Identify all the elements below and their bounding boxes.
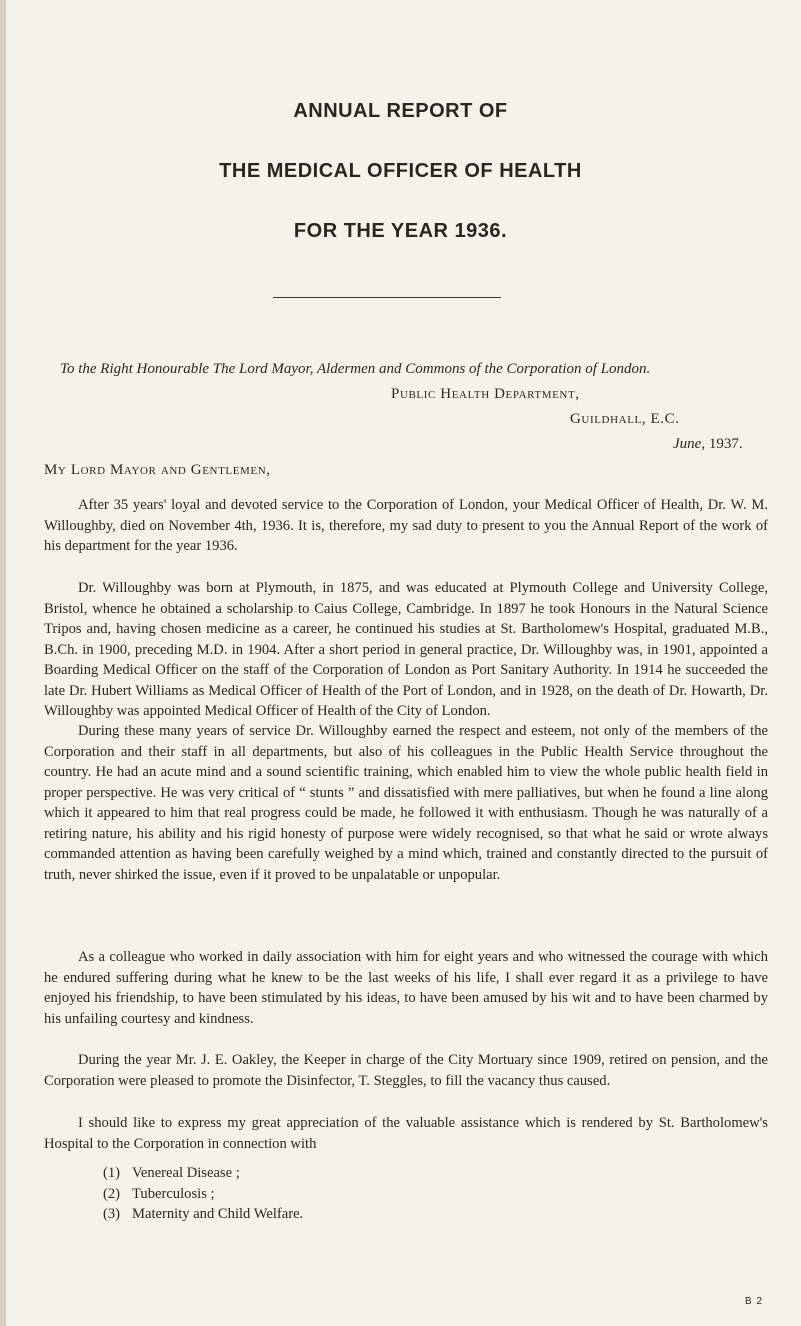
letter-date-year: 1937. — [705, 436, 743, 452]
paragraph-1: After 35 years' loyal and devoted service to the Corporation of London, your Medical Officer of Health, Dr. W. M. Willoughby, died on November 4th, 1936. It is, therefore, my sad duty to present to you the Annual Report of the work of his department for the year 1936. — [44, 497, 768, 554]
list-item-text: Venereal Disease ; — [132, 1165, 240, 1181]
title-divider — [273, 297, 501, 298]
list-item-number: (1) — [103, 1165, 121, 1181]
list-item — [103, 1163, 303, 1184]
list-item-text: Maternity and Child Welfare. — [132, 1206, 304, 1222]
page-edge-shadow — [0, 0, 6, 1326]
paragraph-3: During these many years of service Dr. Willoughby earned the respect and esteem, not only of the members of the Corporation and their staff in all departments, but also of his colleagues in the Public Health Service throughout the country. He had an acute mind and a sound scientific training, which enabled him to view the whole public health field in proper perspective. He was very critical of “ stunts ” and dissatisfied with mere palliatives, but when he found a line along which it appeared to him that real progress could be made, he followed it with enthusiasm. Though he was naturally of a retiring nature, his ability and his rigid honesty of purpose were widely recognised, so that what he said or wrote always commanded attention as having been carefully weighed by a mind which, trained and constantly directed to the pursuit of truth, never shirked the issue, even if it proved to be unpalatable or unpopular. — [44, 723, 768, 883]
letter-date — [673, 436, 743, 453]
paragraph-2: Dr. Willoughby was born at Plymouth, in 1875, and was educated at Plymouth College and University College, Bristol, whence he obtained a scholarship to Caius College, Cambridge. In 1897 he took Honours in the Natural Science Tripos and, having chosen medicine as a career, he continued his studies at St. Bartholomew's Hospital, graduated M.B., B.Ch. in 1900, preceding M.D. in 1904. After a short period in general practice, Dr. Willoughby was, in 1901, appointed a Boarding Medical Officer on the staff of the Corporation of London as Port Sanitary Authority. In 1914 he succeeded the late Dr. Hubert Williams as Medical Officer of Health of the Port of London, and in 1928, on the death of Dr. Howarth, Dr. Willoughby was appointed Medical Officer of Health of the City of London. — [44, 580, 768, 719]
letter-date-month: June, — [673, 436, 706, 452]
letter-addressee: To the Right Honourable The Lord Mayor, Aldermen and Commons of the Corporation of London. — [60, 361, 651, 377]
letter-department: Public Health Department, — [391, 386, 580, 402]
paragraph-4: As a colleague who worked in daily association with him for eight years and who witnessed the courage with which he endured suffering during what he knew to be the last weeks of his life, I shall ever regard it as a privilege to have enjoyed his friendship, to have been stimulated by his ideas, to have been amused by his wit and to have been charmed by his unfailing courtesy and kindness. — [44, 949, 768, 1027]
signature-mark: B 2 — [745, 1296, 764, 1307]
paragraph-5: During the year Mr. J. E. Oakley, the Keeper in charge of the City Mortuary since 1909, retired on pension, and the Corporation were pleased to promote the Disinfector, T. Steggles, to fill the vacancy thus caused. — [44, 1052, 768, 1089]
services-list — [103, 1163, 303, 1225]
list-item — [103, 1204, 303, 1225]
paragraph-6: I should like to express my great appreciation of the valuable assistance which is rendered by St. Bartholomew's Hospital to the Corporation in connection with — [44, 1115, 768, 1152]
letter-location: Guildhall, E.C. — [570, 411, 680, 427]
report-title-line-1: ANNUAL REPORT OF — [293, 100, 508, 122]
list-item-text: Tuberculosis ; — [132, 1185, 215, 1202]
letter-salutation: My Lord Mayor and Gentlemen, — [44, 462, 271, 478]
report-title-line-2: THE MEDICAL OFFICER OF HEALTH — [219, 160, 582, 182]
list-item-number: (2) — [103, 1185, 121, 1202]
list-item-number: (3) — [103, 1206, 121, 1222]
report-title-line-3: FOR THE YEAR 1936. — [293, 220, 508, 242]
list-item — [103, 1184, 303, 1205]
